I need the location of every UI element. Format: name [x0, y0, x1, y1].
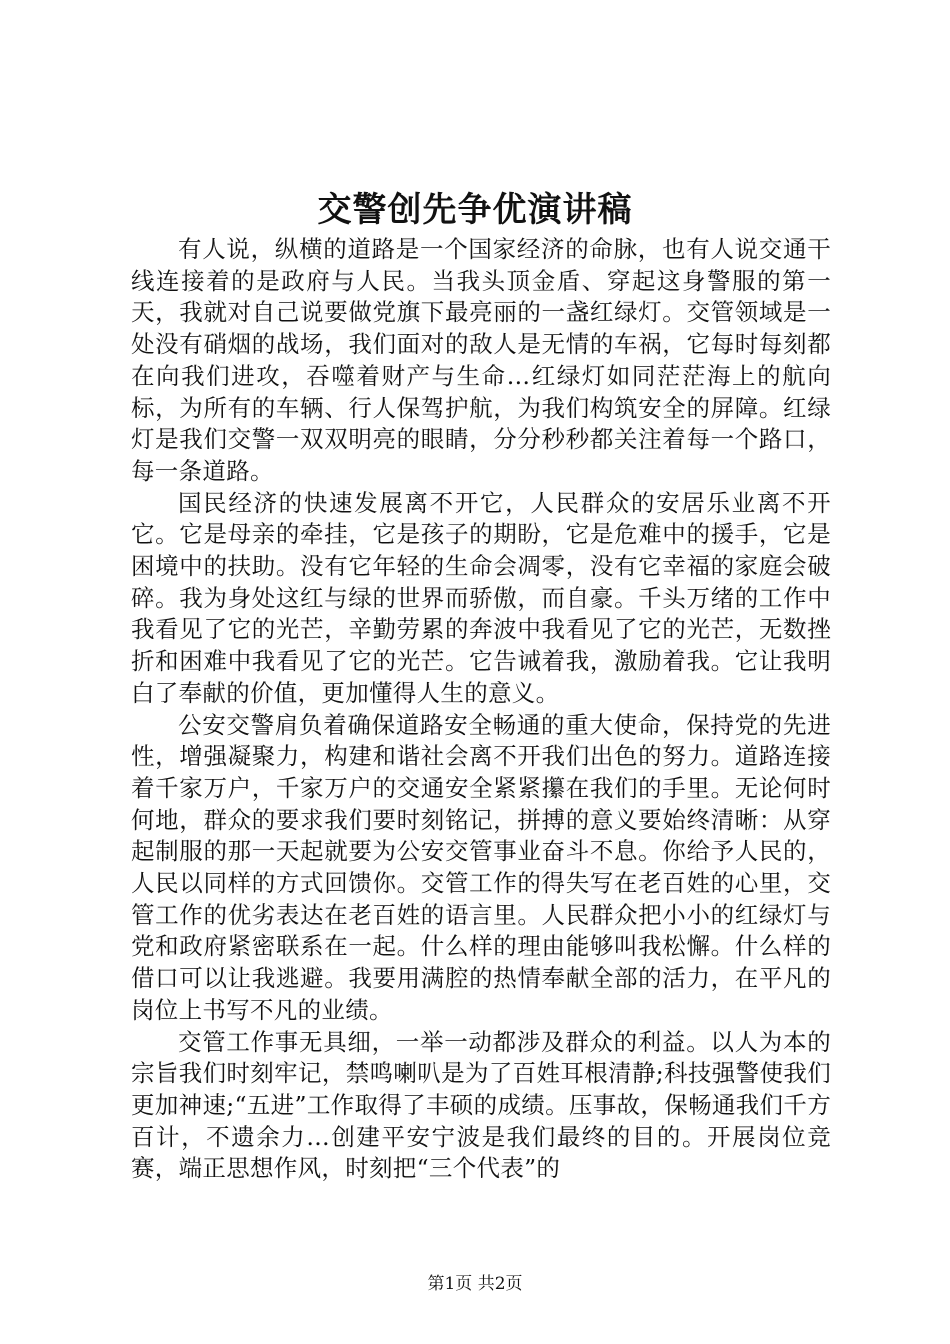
paragraph-4: 交管工作事无具细，一举一动都涉及群众的利益。以人为本的宗旨我们时刻牢记，禁鸣喇叭是为了百姓耳根清静;科技强警使我们更加神速;“五进”工作取得了丰硕的成绩。压事故，保畅通我们千方百计，不遗余力…创建平安宁波是我们最终的目的。开展岗位竞赛，端正思想作风，时刻把“三个代表”的	[131, 1027, 831, 1183]
page-footer: 第1页 共2页	[427, 1274, 523, 1294]
paragraph-1: 有人说，纵横的道路是一个国家经济的命脉，也有人说交通干线连接着的是政府与人民。当我头顶金盾、穿起这身警服的第一天，我就对自己说要做党旗下最亮丽的一盏红绿灯。交管领域是一处没有硝烟的战场，我们面对的敌人是无情的车祸，它每时每刻都在向我们进攻，吞噬着财产与生命…红绿灯如同茫茫海上的航向标，为所有的车辆、行人保驾护航，为我们构筑安全的屏障。红绿灯是我们交警一双双明亮的眼睛，分分秒秒都关注着每一个路口，每一条道路。	[131, 235, 831, 485]
paragraph-3: 公安交警肩负着确保道路安全畅通的重大使命，保持党的先进性，增强凝聚力，构建和谐社会离不开我们出色的努力。道路连接着千家万户，千家万户的交通安全紧紧攥在我们的手里。无论何时何地，群众的要求我们要时刻铭记，拼搏的意义要始终清晰：从穿起制服的那一天起就要为公安交管事业奋斗不息。你给予人民的，人民以同样的方式回馈你。交管工作的得失写在老百姓的心里，交管工作的优劣表达在老百姓的语言里。人民群众把小小的红绿灯与党和政府紧密联系在一起。什么样的理由能够叫我松懈。什么样的借口可以让我逃避。我要用满腔的热情奉献全部的活力，在平凡的岗位上书写不凡的业绩。	[131, 710, 831, 1024]
document-title: 交警创先争优演讲稿	[317, 190, 633, 230]
paragraph-2: 国民经济的快速发展离不开它，人民群众的安居乐业离不开它。它是母亲的牵挂，它是孩子的期盼，它是危难中的援手，它是困境中的扶助。没有它年轻的生命会凋零，没有它幸福的家庭会破碎。我为身处这红与绿的世界而骄傲，而自豪。千头万绪的工作中我看见了它的光芒，辛勤劳累的奔波中我看见了它的光芒，无数挫折和困难中我看见了它的光芒。它告诫着我，激励着我。它让我明白了奉献的价值，更加懂得人生的意义。	[131, 488, 831, 707]
document-body	[131, 234, 831, 1185]
